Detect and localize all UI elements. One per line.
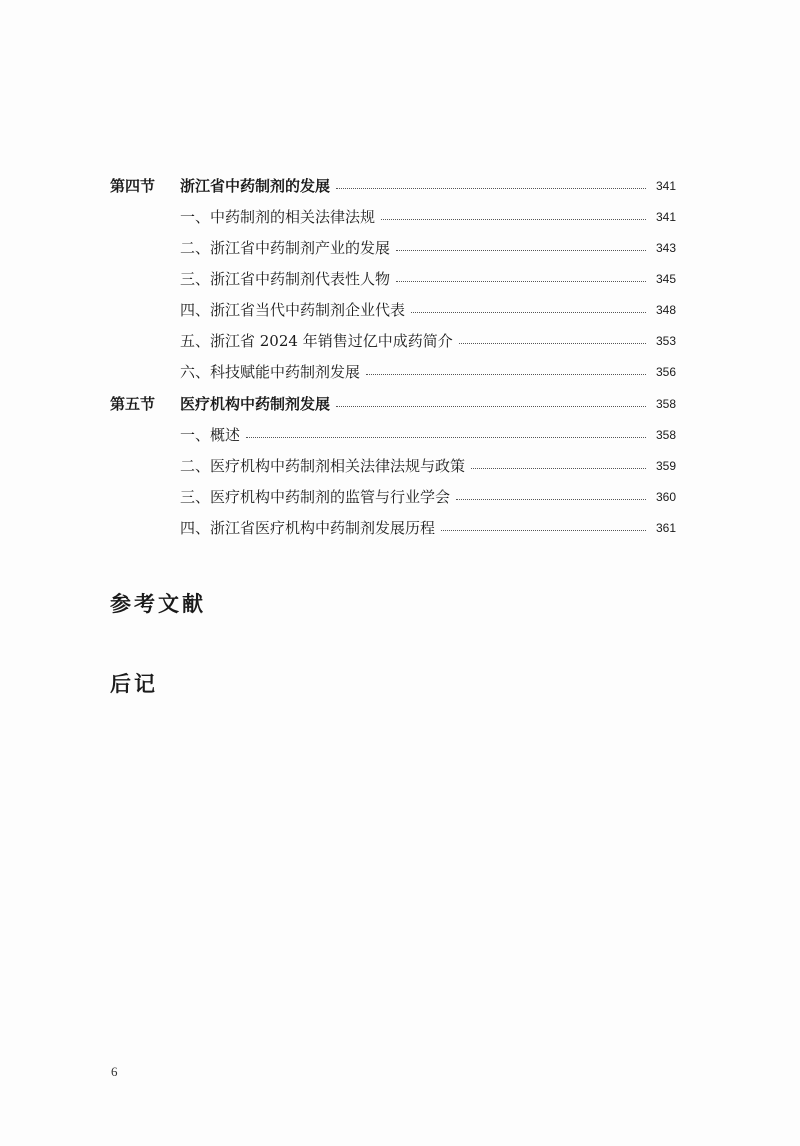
page-number: 360 [655, 490, 676, 504]
dot-leader [441, 530, 646, 531]
toc-item-row[interactable] [110, 486, 676, 508]
dot-leader [411, 312, 646, 313]
item-title: 四、浙江省当代中药制剂企业代表 [180, 301, 406, 319]
toc-item-row[interactable] [110, 424, 676, 446]
item-title: 三、浙江省中药制剂代表性人物 [180, 270, 391, 288]
afterword-heading[interactable]: 后记 [110, 672, 158, 696]
page-number: 359 [655, 459, 676, 473]
page-number: 356 [655, 365, 676, 379]
toc-item-row[interactable] [110, 330, 676, 352]
toc-item-row[interactable] [110, 206, 676, 228]
toc-item-row[interactable] [110, 455, 676, 477]
page-number: 341 [655, 179, 676, 193]
dot-leader [459, 343, 646, 344]
toc-item-row[interactable] [110, 299, 676, 321]
page-number: 353 [655, 334, 676, 348]
toc-item-row[interactable] [110, 517, 676, 539]
page-number: 348 [655, 303, 676, 317]
section-number: 第四节 [110, 177, 156, 195]
item-title: 五、浙江省 2024 年销售过亿中成药简介 [180, 332, 453, 350]
dot-leader [336, 188, 646, 189]
section-number: 第五节 [110, 395, 156, 413]
toc-section-row[interactable] [110, 393, 676, 415]
page-number: 358 [655, 397, 676, 411]
item-title: 一、概述 [180, 426, 241, 444]
item-title: 二、浙江省中药制剂产业的发展 [180, 239, 391, 257]
section-title: 浙江省中药制剂的发展 [180, 177, 331, 195]
item-title: 一、中药制剂的相关法律法规 [180, 208, 376, 226]
page-number: 343 [655, 241, 676, 255]
item-title: 三、医疗机构中药制剂的监管与行业学会 [180, 488, 451, 506]
item-title: 四、浙江省医疗机构中药制剂发展历程 [180, 519, 436, 537]
toc-item-row[interactable] [110, 237, 676, 259]
page-number: 341 [655, 210, 676, 224]
table-of-contents [0, 0, 800, 560]
dot-leader [336, 406, 646, 407]
toc-item-row[interactable] [110, 268, 676, 290]
references-heading[interactable]: 参考文献 [110, 592, 206, 616]
dot-leader [396, 250, 646, 251]
page-folio: 6 [111, 1064, 118, 1079]
page-number: 358 [655, 428, 676, 442]
item-title: 六、科技赋能中药制剂发展 [180, 363, 361, 381]
dot-leader [381, 219, 646, 220]
dot-leader [366, 374, 646, 375]
dot-leader [456, 499, 646, 500]
page-number: 345 [655, 272, 676, 286]
toc-item-row[interactable] [110, 361, 676, 383]
page-number: 361 [655, 521, 676, 535]
toc-section-row[interactable] [110, 175, 676, 197]
item-title: 二、医疗机构中药制剂相关法律法规与政策 [180, 457, 466, 475]
dot-leader [396, 281, 646, 282]
section-title: 医疗机构中药制剂发展 [180, 395, 331, 413]
dot-leader [471, 468, 646, 469]
dot-leader [246, 437, 646, 438]
